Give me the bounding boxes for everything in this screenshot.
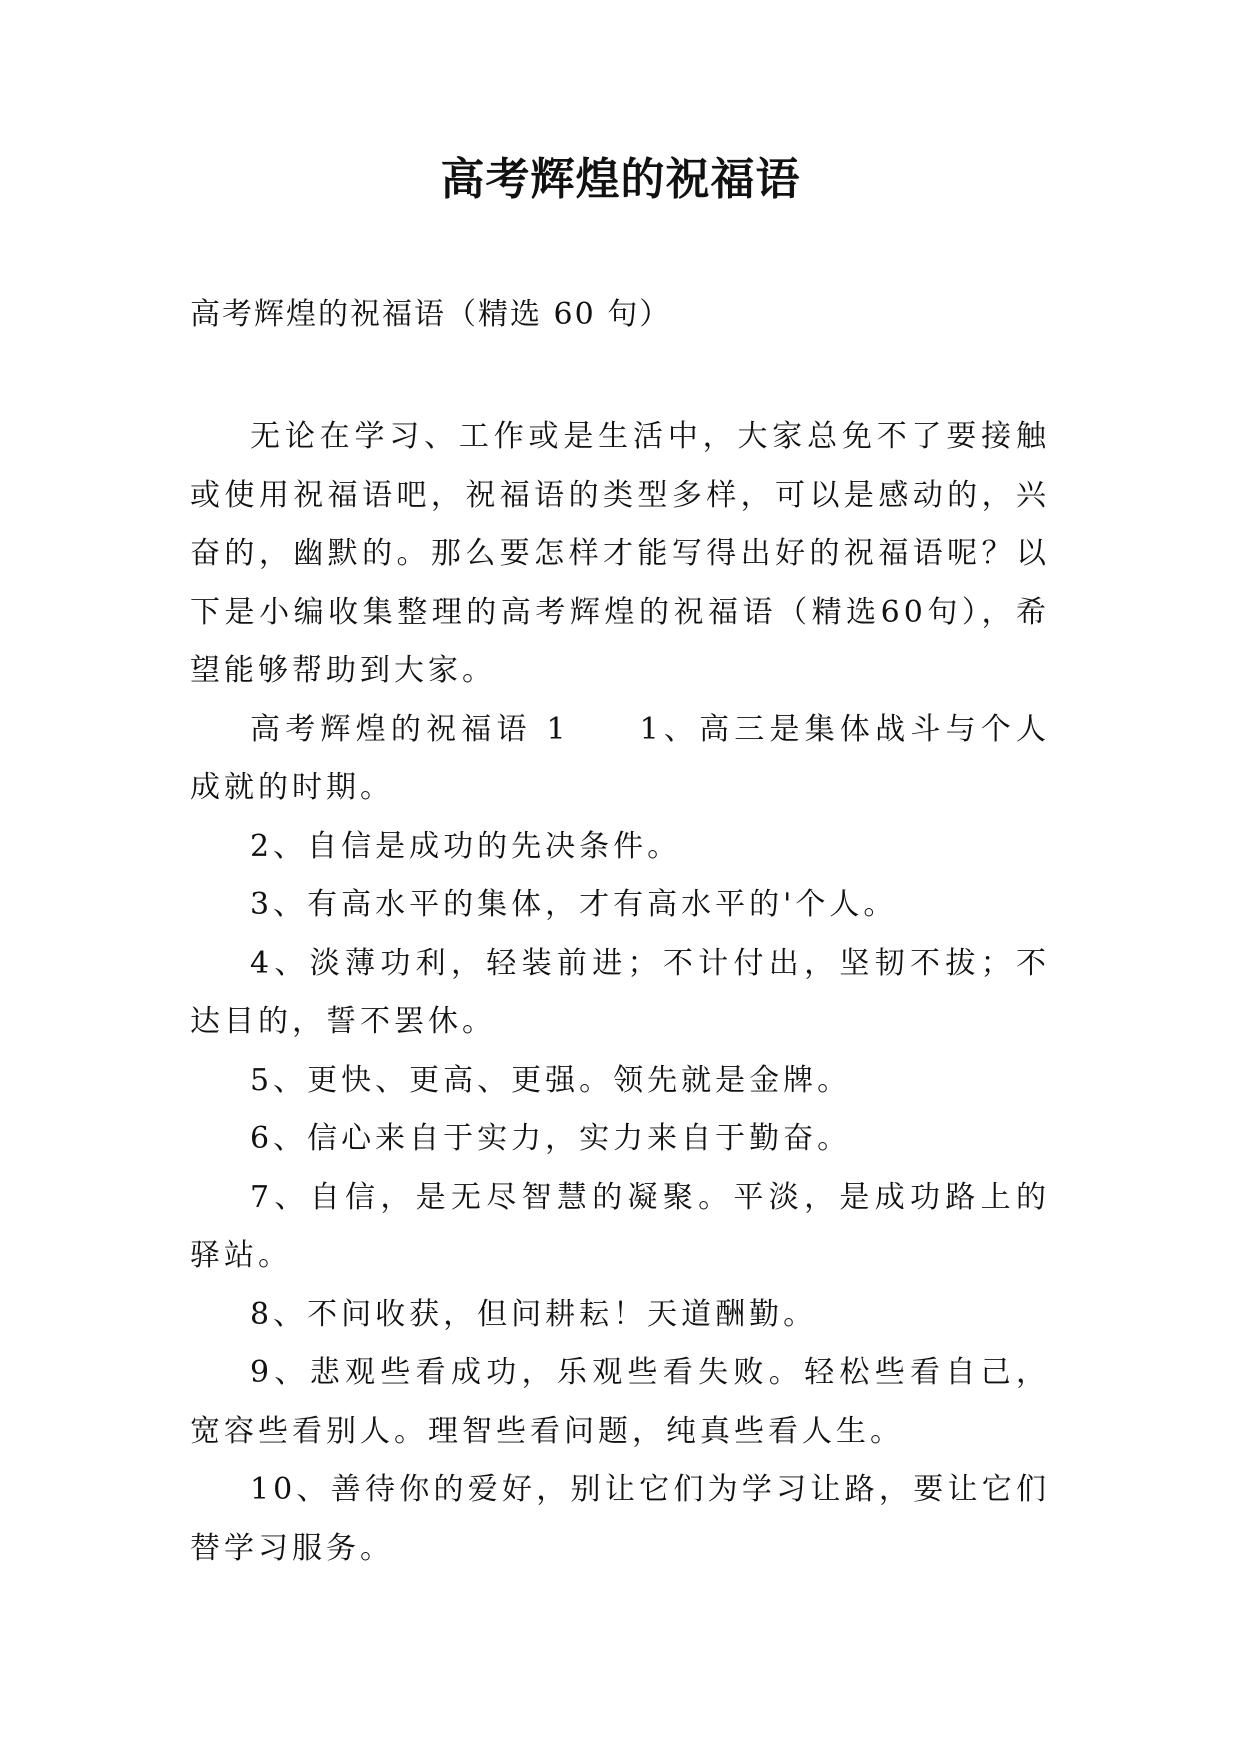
- list-item: 4、淡薄功利，轻装前进；不计付出，坚韧不拔；不达目的，誓不罢休。: [190, 945, 1050, 1039]
- intro-paragraph: 无论在学习、工作或是生活中，大家总免不了要接触或使用祝福语吧，祝福语的类型多样，可以是感动的，兴奋的，幽默的。那么要怎样才能写得出好的祝福语呢？以下是小编收集整理的高考辉煌的祝福语（精选60句），希望能够帮助到大家。: [190, 419, 1050, 688]
- list-item: 7、自信，是无尽智慧的凝聚。平淡，是成功路上的驿站。: [190, 1179, 1050, 1273]
- document-body: [190, 408, 1050, 1578]
- list-item: 9、悲观些看成功，乐观些看失败。轻松些看自己，宽容些看别人。理智些看问题，纯真些看人生。: [190, 1355, 1050, 1449]
- section-heading: 高考辉煌的祝福语 1: [250, 711, 570, 747]
- list-item: 5、更快、更高、更强。领先就是金牌。: [250, 1062, 852, 1098]
- list-item: 3、有高水平的集体，才有高水平的'个人。: [250, 887, 898, 922]
- document-title: 高考辉煌的祝福语: [440, 154, 801, 205]
- list-item: 8、不问收获，但问耕耘！天道酬勤。: [250, 1296, 818, 1332]
- list-item: 2、自信是成功的先决条件。: [250, 828, 682, 864]
- section-first-paragraph: [190, 701, 1050, 818]
- document-subtitle: 高考辉煌的祝福语（精选 60 句）: [190, 297, 672, 332]
- list-item: 6、信心来自于实力，实力来自于勤奋。: [250, 1121, 852, 1156]
- list-item: 10、善待你的爱好，别让它们为学习让路，要让它们替学习服务。: [190, 1472, 1050, 1566]
- list-item: 1、高三是集体战斗与个人成就的时期。: [190, 711, 1051, 805]
